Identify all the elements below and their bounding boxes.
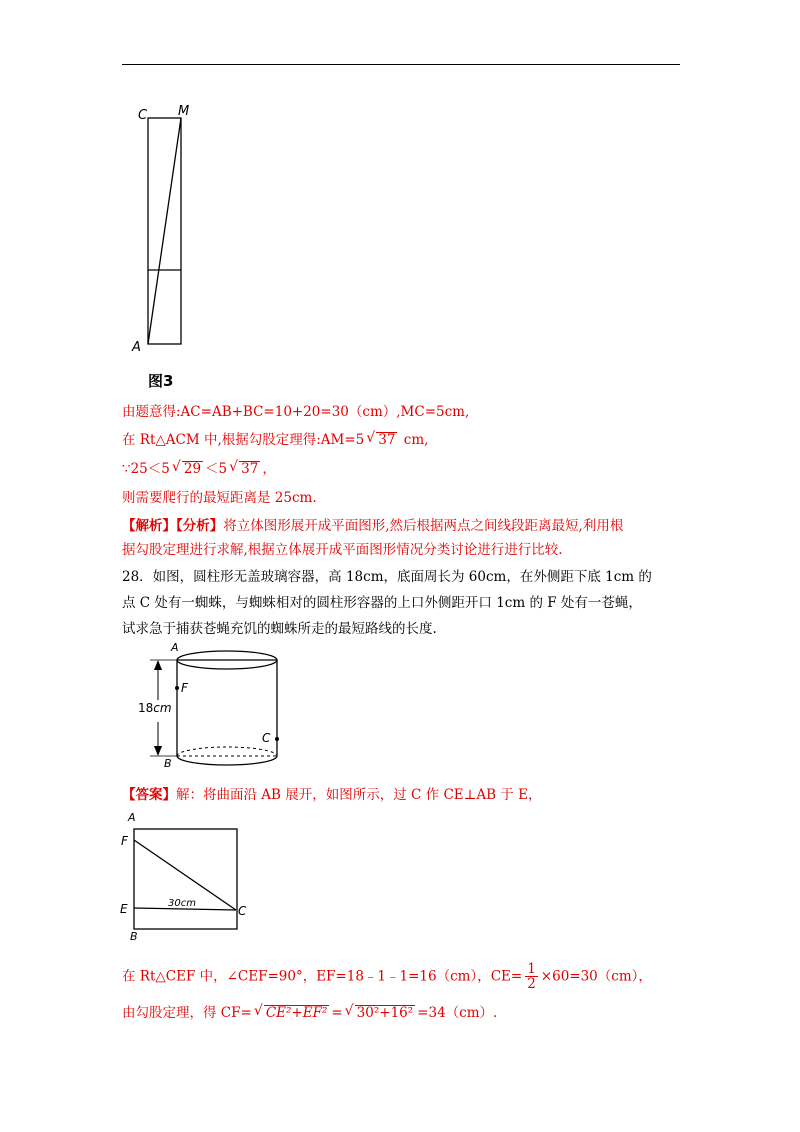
figure-3-rectangle-diagram: [130, 105, 210, 355]
analysis-line-1: [122, 517, 623, 535]
answer-line-3: [122, 1004, 497, 1022]
analysis-tag: 【解析】【分析】: [122, 518, 224, 534]
unfold-label-f: F: [121, 834, 128, 848]
solution-line-3-mid: ＜5: [205, 461, 228, 477]
solution-line-4: 则需要爬行的最短距离是 25cm.: [122, 490, 317, 506]
sqrt-ce-ef: [254, 1004, 330, 1022]
fig3-label-c: C: [138, 108, 148, 123]
answer-line-2-pre: 在 Rt△CEF 中，∠CEF=90°，EF=18﹣1﹣1=16（cm），CE=: [122, 968, 523, 985]
unfold-label-c: C: [238, 904, 247, 918]
height-unit: cm: [153, 701, 172, 715]
answer-text-1: 解：将曲面沿 AB 展开，如图所示，过 C 作 CE⊥AB 于 E，: [176, 787, 542, 803]
question-28-line-2: 点 C 处有一蜘蛛，与蜘蛛相对的圆柱形容器的上口外侧距开口 1cm 的 F 处有一苍蝇，: [122, 595, 642, 611]
sqrt-37: [366, 431, 397, 449]
answer-line-3-post: =34（cm）.: [417, 1005, 498, 1021]
fraction-one-half: [525, 962, 538, 991]
analysis-line-2: 据勾股定理进行求解,根据立体展开成平面图形情况分类讨论进行进行比较.: [122, 542, 563, 558]
fig3-label-m: M: [178, 104, 190, 119]
solution-line-3: [122, 460, 276, 478]
sqrt-37-b: [229, 460, 260, 478]
cylinder-label-c: C: [262, 731, 271, 745]
question-28-line-3: 试求急于捕获苍蝇充饥的蜘蛛所走的最短路线的长度.: [122, 621, 437, 637]
sqrt-30-16-value: 30²+16²: [356, 1005, 414, 1021]
sqrt-30-16: [345, 1004, 416, 1022]
fig3-label-a: A: [132, 340, 141, 355]
header-rule: [122, 64, 680, 65]
solution-line-2-unit: cm,: [399, 432, 429, 448]
solution-line-3-post: ，: [262, 461, 276, 477]
cylinder-label-f: F: [181, 681, 188, 695]
question-28-line-1: 28．如图，圆柱形无盖玻璃容器，高 18cm，底面周长为 60cm，在外侧距下底 1cm 的: [122, 569, 652, 585]
sqrt-29-value: 29: [183, 461, 202, 477]
sqrt-37-value: 37: [378, 432, 396, 448]
unfold-label-e: E: [120, 902, 128, 916]
sqrt-37-b-value: 37: [241, 461, 259, 477]
unfold-label-a: A: [128, 811, 136, 824]
solution-line-3-pre: ∵25＜5: [122, 461, 170, 477]
cylinder-label-b: B: [164, 757, 172, 770]
answer-line-2: [122, 962, 652, 992]
sqrt-29: [172, 460, 203, 478]
solution-line-2-text: 在 Rt△ACM 中,根据勾股定理得:AM=5: [122, 432, 365, 448]
answer-line-1: [122, 786, 541, 804]
answer-line-3-pre: 由勾股定理，得 CF=: [122, 1005, 252, 1021]
unfolded-rectangle-diagram: [120, 812, 250, 947]
fig3-caption: 图3: [148, 372, 174, 390]
answer-tag: 【答案】: [122, 787, 176, 803]
answer-line-3-eq: =: [331, 1005, 343, 1021]
cylinder-label-a: A: [171, 641, 179, 654]
cylinder-height-label: [138, 701, 172, 715]
unfold-label-b: B: [130, 930, 138, 943]
sqrt-ce-ef-value: CE²+EF²: [265, 1005, 328, 1021]
height-num: 18: [138, 701, 154, 715]
solution-line-2: [122, 431, 428, 449]
analysis-text-1: 将立体图形展开成平面图形,然后根据两点之间线段距离最短,利用根: [223, 518, 624, 534]
fraction-denominator: 2: [527, 976, 536, 992]
answer-line-2-post: ×60=30（cm），: [540, 968, 652, 985]
solution-line-1: 由题意得:AC=AB+BC=10+20=30（cm）,MC=5cm,: [122, 404, 470, 420]
unfold-length-label: 30cm: [168, 898, 196, 909]
fraction-numerator: 1: [527, 961, 536, 977]
